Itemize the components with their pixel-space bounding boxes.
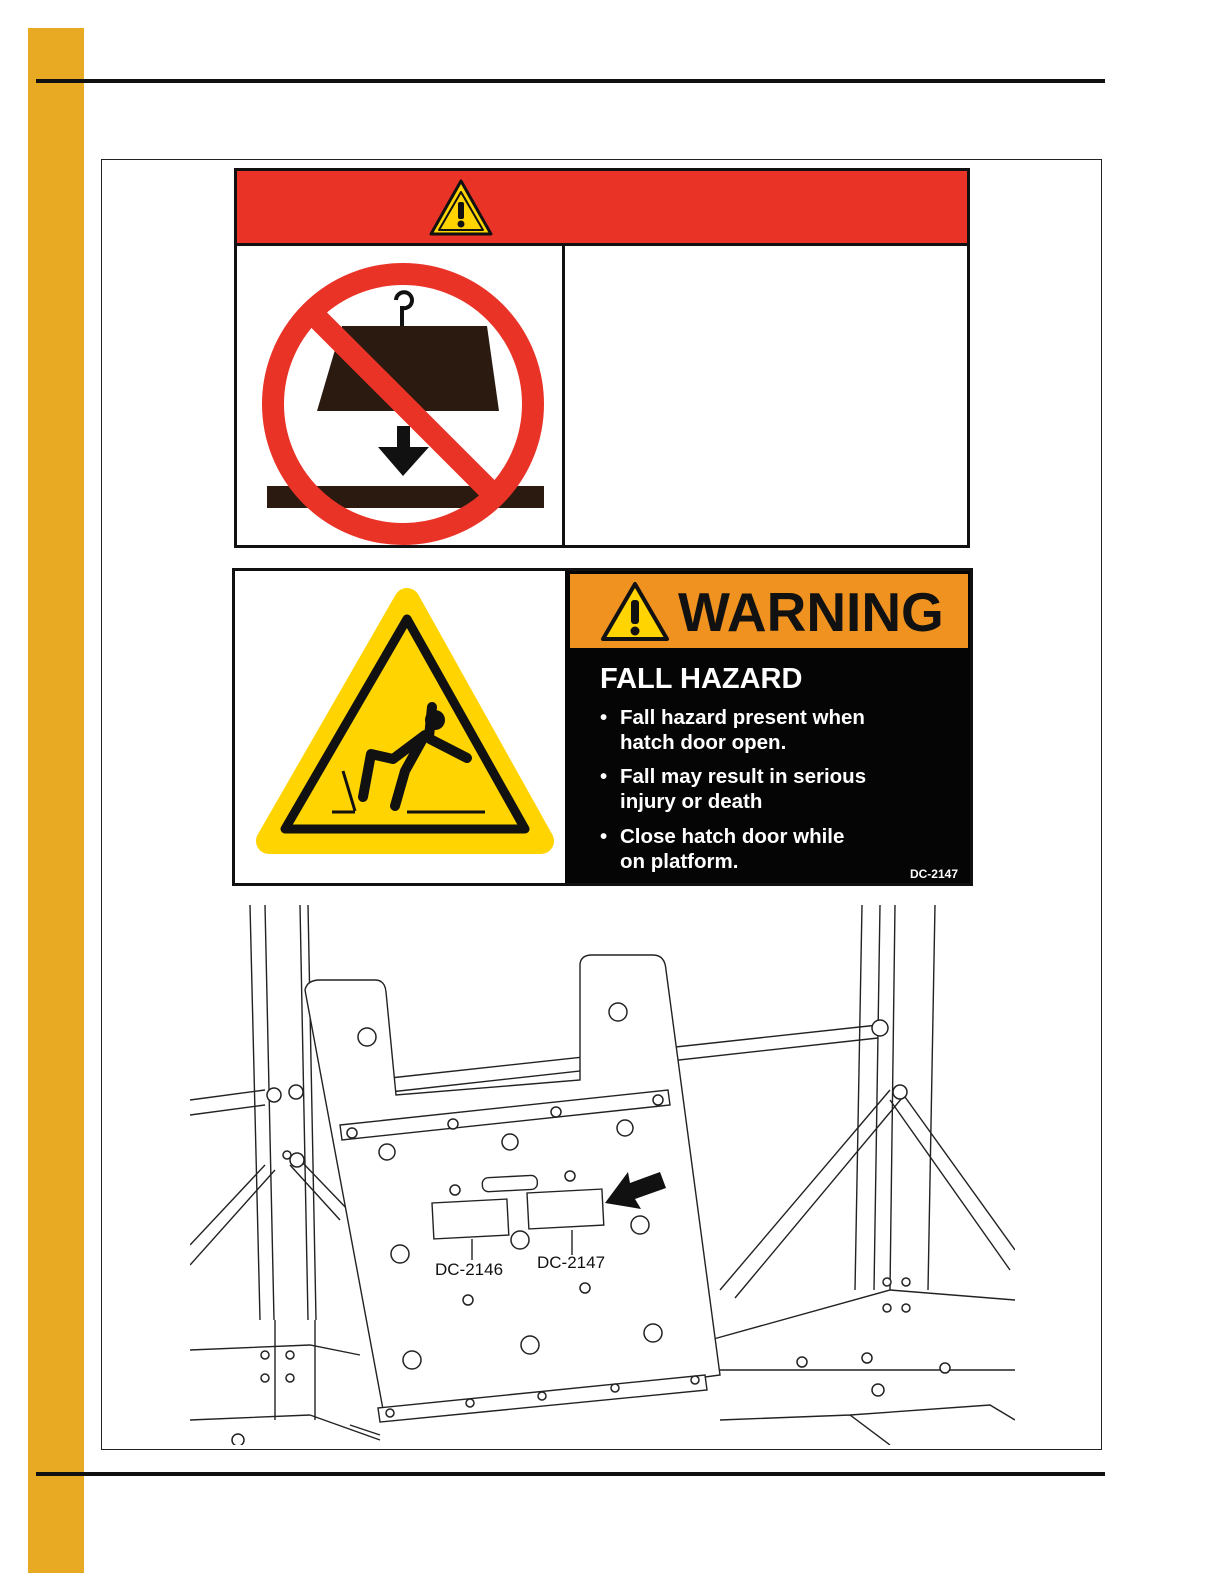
hazard-bullet: • Close hatch door while on platform. <box>600 825 845 873</box>
caution-triangle-icon <box>428 178 494 238</box>
top-rule <box>36 79 1105 83</box>
no-load-decal <box>234 168 970 548</box>
hatch-door-drawing <box>190 900 1015 1445</box>
fall-hazard-pictogram <box>235 571 565 883</box>
bullet-text: Fall may result in serious <box>620 765 867 788</box>
no-load-pictogram <box>237 246 565 548</box>
hazard-title: FALL HAZARD <box>600 663 803 695</box>
caution-triangle-icon <box>600 581 670 643</box>
side-tab <box>28 28 84 1573</box>
fall-hazard-icon <box>235 571 565 883</box>
decal-code: DC-2147 <box>909 867 958 881</box>
callout-label: DC-2147 <box>537 1253 606 1272</box>
bullet-text: on platform. <box>620 850 739 873</box>
bottom-rule <box>36 1472 1105 1476</box>
decal-message-area <box>565 246 967 545</box>
warning-header <box>570 574 968 648</box>
bullet-text: hatch door open. <box>620 731 787 754</box>
bullet-text: Close hatch door while <box>620 825 845 848</box>
fall-hazard-decal <box>232 568 973 886</box>
signal-word: WARNING <box>678 581 944 643</box>
hatch-door-illustration <box>190 900 1015 1445</box>
hazard-bullet: • Fall hazard present when hatch door open. <box>600 706 865 754</box>
callout-label: DC-2146 <box>435 1260 504 1279</box>
no-load-prohibition-icon <box>237 246 562 548</box>
bullet-text: injury or death <box>620 790 763 813</box>
hazard-bullet: • Fall may result in serious injury or death <box>600 765 867 813</box>
bullet-text: Fall hazard present when <box>620 706 865 729</box>
warning-panel <box>565 571 970 883</box>
decal-header-band <box>237 171 967 246</box>
